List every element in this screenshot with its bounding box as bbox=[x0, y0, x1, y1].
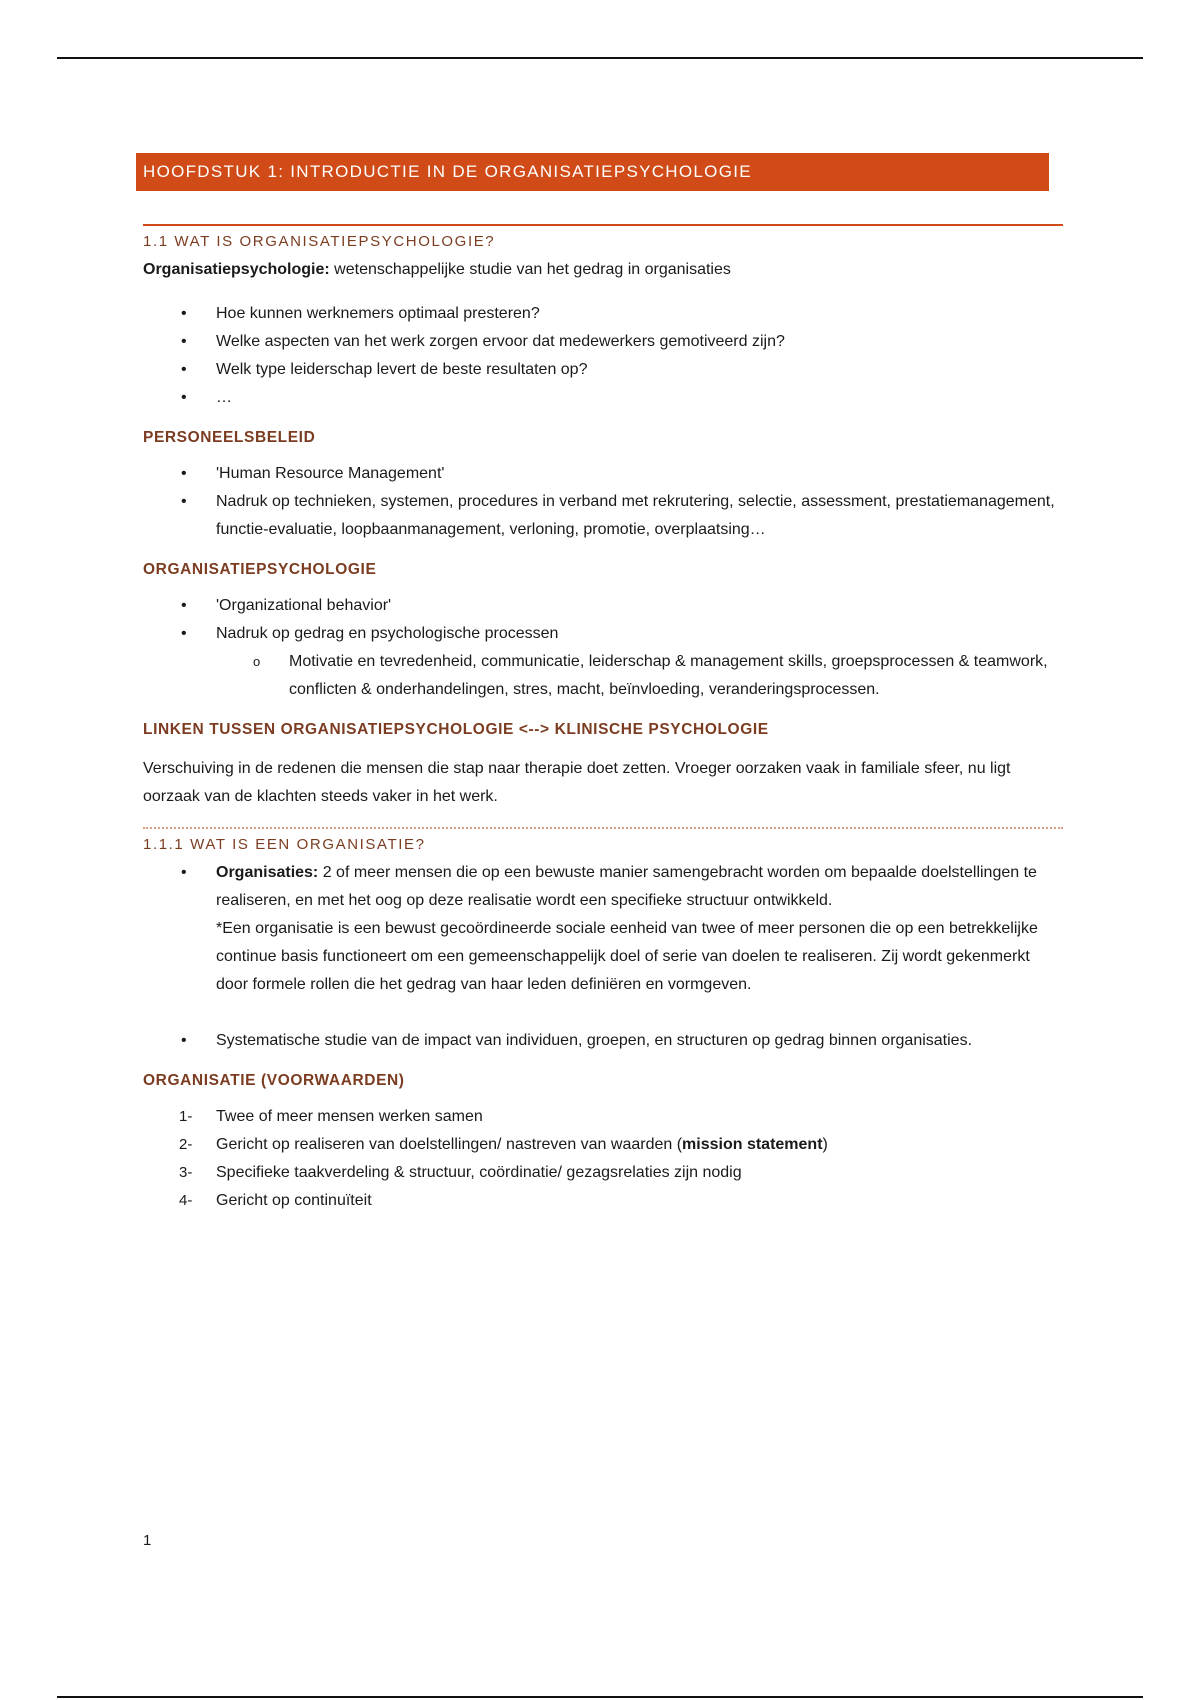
list-spacer bbox=[143, 999, 1063, 1027]
list-item bbox=[143, 384, 1063, 412]
subheading-linken: LINKEN TUSSEN ORGANISATIEPSYCHOLOGIE <--> KLINISCHE PSYCHOLOGIE bbox=[143, 721, 769, 738]
numbered-item bbox=[143, 1187, 1063, 1215]
list-item-text: Gericht op continuïteit bbox=[216, 1192, 372, 1209]
numbered-item bbox=[143, 1159, 1063, 1187]
list-item-text: Gericht op realiseren van doelstellingen/ nastreven van waarden ( bbox=[216, 1136, 683, 1153]
sub-list-item bbox=[143, 648, 1063, 704]
item-number: 3- bbox=[179, 1164, 193, 1181]
organisatiepsychologie-sublist bbox=[143, 648, 1063, 704]
organisatie-definition-list bbox=[143, 859, 1063, 1055]
bullet-glyph: • bbox=[181, 333, 187, 350]
item-number: 4- bbox=[179, 1192, 193, 1209]
list-item bbox=[143, 592, 1063, 620]
bullet-glyph: • bbox=[181, 305, 187, 322]
list-item-text: Nadruk op technieken, systemen, procedures in verband met rekrutering, selectie, assessment, prestatiemanagement, functie-evaluatie, loopbaanmanagement, verloning, promotie, overplaatsing… bbox=[216, 493, 1055, 538]
list-item bbox=[143, 328, 1063, 356]
list-item-text: 'Organizational behavior' bbox=[216, 597, 392, 614]
voorwaarden-list bbox=[143, 1103, 1063, 1215]
list-item-text: Motivatie en tevredenheid, communicatie, leiderschap & management skills, groepsprocessen & teamwork, conflicten & onderhandelingen, stres, macht, beïnvloeding, veranderingsprocessen. bbox=[289, 653, 1048, 698]
bullet-glyph: • bbox=[181, 1032, 187, 1049]
section-heading-1-1: 1.1 WAT IS ORGANISATIEPSYCHOLOGIE? bbox=[143, 224, 1063, 256]
personeelsbeleid-list bbox=[143, 460, 1063, 544]
mission-statement-term: mission statement bbox=[682, 1136, 823, 1153]
list-item-text: Welke aspecten van het werk zorgen ervoor dat medewerkers gemotiveerd zijn? bbox=[216, 333, 785, 350]
list-item-text: 'Human Resource Management' bbox=[216, 465, 445, 482]
bullet-glyph: • bbox=[181, 625, 187, 642]
bullet-glyph: • bbox=[181, 465, 187, 482]
subheading-voorwaarden: ORGANISATIE (VOORWAARDEN) bbox=[143, 1072, 405, 1089]
list-item bbox=[143, 460, 1063, 488]
section-heading-1-1-1: 1.1.1 WAT IS EEN ORGANISATIE? bbox=[143, 827, 1063, 859]
list-item-text: … bbox=[216, 389, 232, 406]
organisaties-term: Organisaties: bbox=[216, 864, 319, 881]
list-item bbox=[143, 1027, 1063, 1055]
numbered-item bbox=[143, 1131, 1063, 1159]
list-item-text: Specifieke taakverdeling & structuur, coördinatie/ gezagsrelaties zijn nodig bbox=[216, 1164, 742, 1181]
list-item-text: Nadruk op gedrag en psychologische processen bbox=[216, 625, 559, 642]
document-body bbox=[143, 153, 1063, 1215]
page-number: 1 bbox=[143, 1532, 152, 1549]
subheading-personeelsbeleid: PERSONEELSBELEID bbox=[143, 429, 316, 446]
organisatiepsychologie-list bbox=[143, 592, 1063, 648]
bullet-glyph: • bbox=[181, 361, 187, 378]
list-item bbox=[143, 620, 1063, 648]
organisaties-note: *Een organisatie is een bewust gecoördineerde sociale eenheid van twee of meer personen die op een betrekkelijke continue basis functioneert om een gemeenschappelijk doel of serie van doelen te realiseren. Zij wordt gekenmerkt door formele rollen die het gedrag van haar leden definiëren en vormgeven. bbox=[216, 920, 1038, 993]
definition-text: wetenschappelijke studie van het gedrag in organisaties bbox=[329, 261, 731, 278]
bullet-glyph: • bbox=[181, 493, 187, 510]
linken-paragraph: Verschuiving in de redenen die mensen die stap naar therapie doet zetten. Vroeger oorzaken vaak in familiale sfeer, nu ligt oorzaak van de klachten steeds vaker in het werk. bbox=[143, 760, 1011, 805]
numbered-item bbox=[143, 1103, 1063, 1131]
subheading-organisatiepsychologie: ORGANISATIEPSYCHOLOGIE bbox=[143, 561, 377, 578]
list-item bbox=[143, 356, 1063, 384]
organisaties-text: 2 of meer mensen die op een bewuste manier samengebracht worden om bepaalde doelstellingen te realiseren, en met het oog op deze realisatie wordt een specifieke structuur ontwikkeld. bbox=[216, 864, 1037, 909]
list-item-text: Twee of meer mensen werken samen bbox=[216, 1108, 483, 1125]
chapter-title: HOOFDSTUK 1: INTRODUCTIE IN DE ORGANISATIEPSYCHOLOGIE bbox=[136, 153, 1049, 191]
list-item-text: Welk type leiderschap levert de beste resultaten op? bbox=[216, 361, 588, 378]
item-number: 1- bbox=[179, 1108, 193, 1125]
definition-paragraph bbox=[143, 256, 1063, 284]
bullet-glyph: • bbox=[181, 389, 187, 406]
list-item bbox=[143, 488, 1063, 544]
list-item-text: Systematische studie van de impact van individuen, groepen, en structuren op gedrag binnen organisaties. bbox=[216, 1032, 973, 1049]
footer-rule bbox=[57, 1696, 1143, 1698]
bullet-glyph: • bbox=[181, 597, 187, 614]
item-number: 2- bbox=[179, 1136, 193, 1153]
bullet-glyph: • bbox=[181, 864, 187, 881]
list-item bbox=[143, 300, 1063, 328]
list-item-text: Hoe kunnen werknemers optimaal presteren? bbox=[216, 305, 540, 322]
sub-bullet-glyph: o bbox=[253, 654, 261, 669]
list-item-text-end: ) bbox=[822, 1136, 828, 1153]
header-rule bbox=[57, 57, 1143, 59]
definition-term: Organisatiepsychologie: bbox=[143, 261, 330, 278]
list-item bbox=[143, 859, 1063, 999]
questions-list bbox=[143, 300, 1063, 412]
